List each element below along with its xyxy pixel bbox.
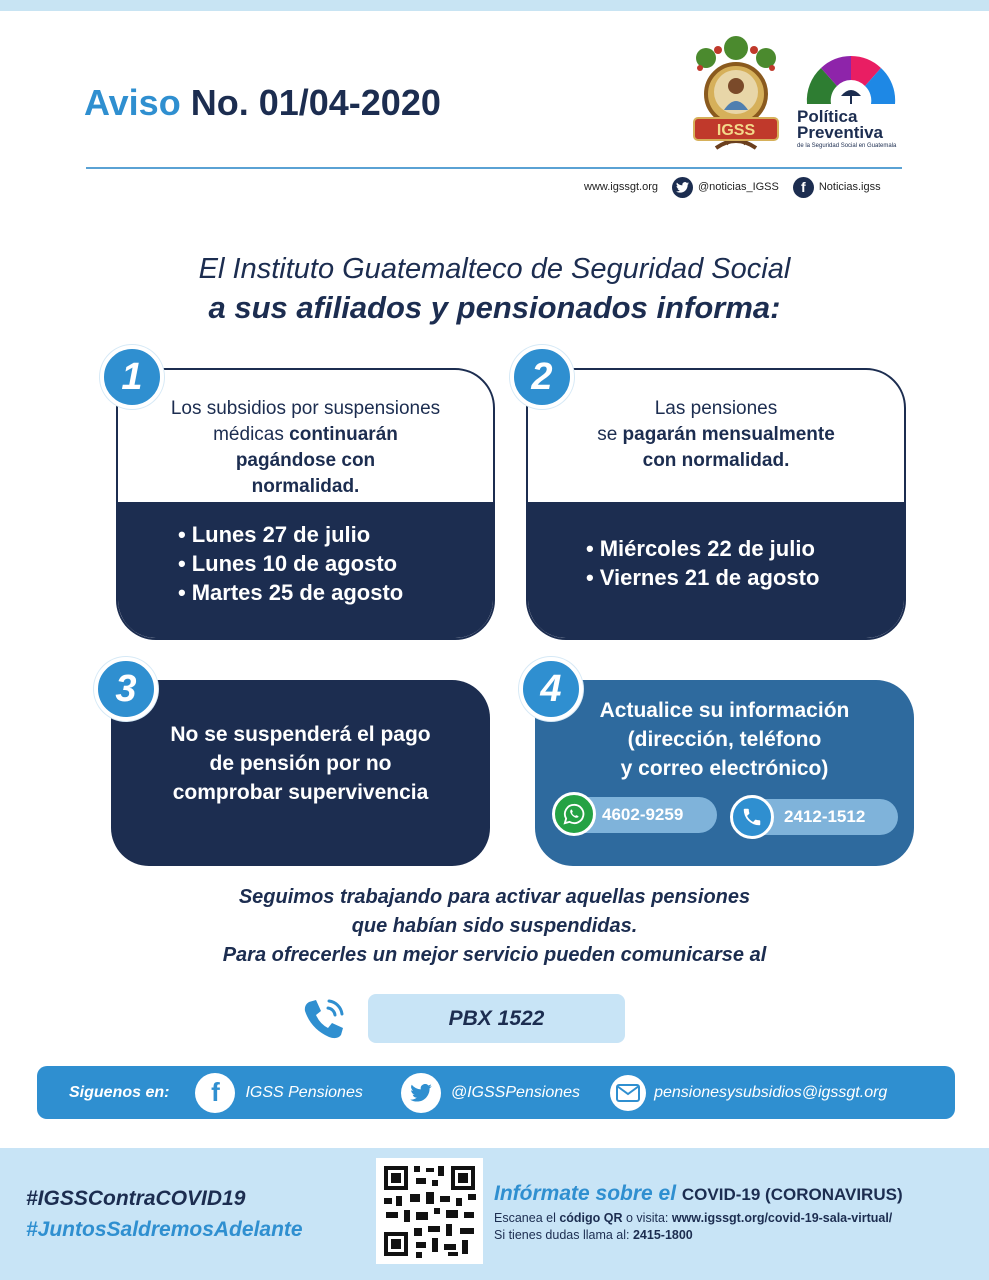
number-badge-3: 3 — [94, 657, 158, 721]
number-badge-2: 2 — [510, 345, 574, 409]
date-item: • Miércoles 22 de julio — [586, 534, 904, 563]
card-2-dates — [528, 502, 904, 592]
intro-line-1: El Instituto Guatemalteco de Seguridad Social — [198, 253, 791, 285]
card-actualizacion — [535, 680, 914, 866]
politica-preventiva-logo — [797, 46, 909, 152]
header-social-links — [584, 176, 881, 198]
phone-number: 2412-1512 — [784, 807, 866, 826]
phone-icon — [730, 795, 774, 839]
card-2-text: Las pensiones se pagarán mensualmente con normalidad. — [597, 398, 835, 471]
follow-up-message: Seguimos trabajando para activar aquellas pensiones que habían sido suspendidas. Para ofrecerles un mejor servicio pueden comunicarse al — [222, 886, 767, 966]
intro-line-2: a sus afiliados y pensionados informa: — [208, 290, 781, 325]
covid-info-scan: Escanea el código QR o visita: www.igssgt.org/covid-19-sala-virtual/ — [494, 1211, 893, 1225]
social-bar — [37, 1066, 955, 1119]
notice-word: Aviso — [84, 82, 181, 123]
date-item: • Lunes 10 de agosto — [178, 549, 493, 578]
top-accent-bar — [0, 0, 989, 11]
social-twitter[interactable]: @IGSSPensiones — [401, 1073, 580, 1113]
email-icon — [610, 1075, 646, 1111]
covid-info-phone: Si tienes dudas llama al: 2415-1800 — [494, 1228, 693, 1242]
card-supervivencia — [111, 680, 490, 866]
phone-call-icon — [299, 994, 349, 1044]
social-email[interactable]: pensionesysubsidios@igssgt.org — [610, 1075, 887, 1111]
website-link[interactable]: www.igssgt.org — [584, 181, 658, 193]
card-subsidios — [116, 368, 495, 640]
whatsapp-number: 4602-9259 — [602, 805, 684, 824]
facebook-page-link[interactable]: Noticias.igss — [818, 181, 881, 193]
card-4-text: Actualice su información (dirección, teléfono y correo electrónico) — [599, 699, 850, 780]
notice-title — [84, 82, 441, 124]
twitter-handle-link[interactable]: @noticias_IGSS — [697, 181, 779, 193]
card-1-dates-panel — [118, 502, 493, 638]
date-item: • Martes 25 de agosto — [178, 578, 493, 607]
date-item: • Lunes 27 de julio — [178, 520, 493, 549]
number-badge-4: 4 — [519, 657, 583, 721]
facebook-icon: f — [793, 177, 814, 198]
social-facebook[interactable]: f IGSS Pensiones — [195, 1073, 362, 1113]
card-3-text: No se suspenderá el pago de pensión por no comprobar supervivencia — [170, 723, 431, 804]
pp-logo-line2: Preventiva — [797, 123, 883, 142]
qr-code[interactable] — [376, 1158, 483, 1264]
hashtag-igss: #IGSSContraCOVID19 — [26, 1187, 246, 1210]
pbx-number[interactable]: PBX 1522 — [368, 994, 625, 1043]
card-1-dates — [118, 502, 493, 607]
covid-url-link[interactable]: www.igssgt.org/covid-19-sala-virtual/ — [671, 1211, 893, 1225]
card-1-text: Los subsidios por suspensiones médicas continuarán pagándose con normalidad. — [170, 398, 441, 497]
covid-info-title: Infórmate sobre el COVID-19 (CORONAVIRUS) — [494, 1182, 903, 1205]
number-badge-1: 1 — [100, 345, 164, 409]
header-divider — [86, 167, 902, 169]
date-item: • Viernes 21 de agosto — [586, 563, 904, 592]
card-pensiones — [526, 368, 906, 640]
hashtag-juntos: #JuntosSaldremosAdelante — [26, 1218, 303, 1241]
social-bar-label: Siguenos en: — [69, 1083, 170, 1101]
pp-logo-line1: Política — [797, 107, 858, 126]
twitter-icon — [672, 177, 693, 198]
whatsapp-icon — [552, 792, 596, 836]
pp-logo-line3: de la Seguridad Social en Guatemala — [797, 143, 897, 149]
twitter-icon — [401, 1073, 441, 1113]
card-2-dates-panel — [528, 502, 904, 638]
igss-logo-text: IGSS — [716, 122, 756, 139]
facebook-icon: f — [195, 1073, 235, 1113]
igss-logo — [686, 36, 786, 156]
notice-number: No. 01/04-2020 — [190, 82, 441, 123]
